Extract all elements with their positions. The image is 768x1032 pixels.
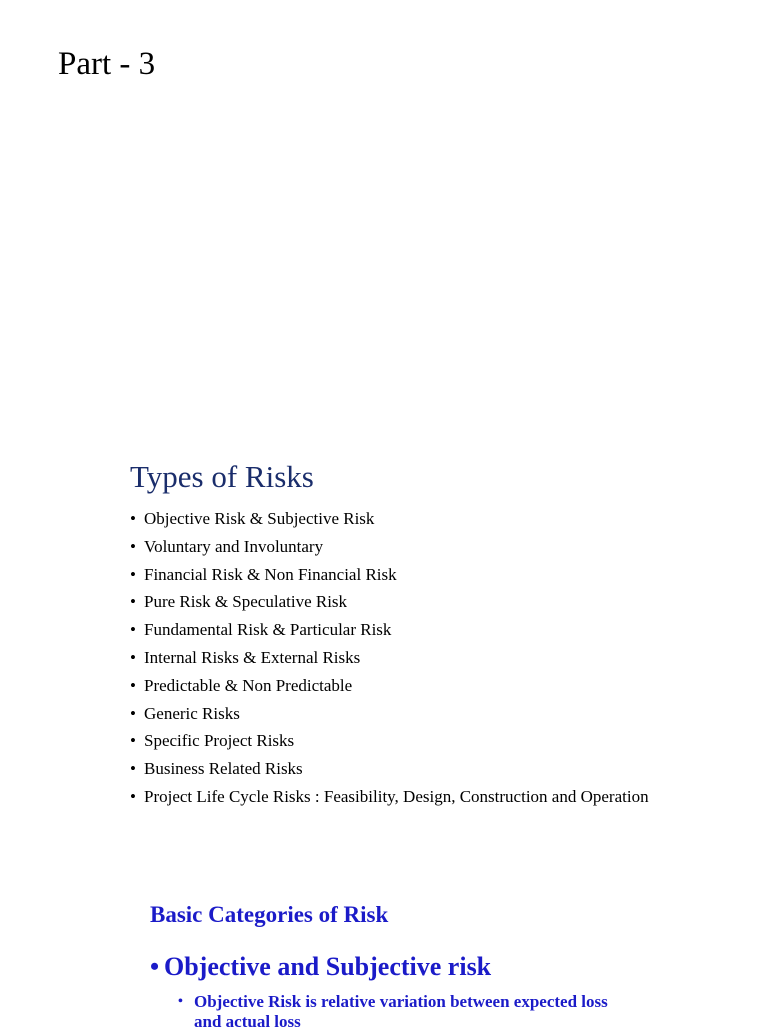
list-item: • Fundamental Risk & Particular Risk (130, 619, 654, 641)
list-item: • Pure Risk & Speculative Risk (130, 591, 654, 613)
list-item: • Business Related Risks (130, 758, 654, 780)
basic-categories-slide (150, 898, 710, 1032)
part-title: Part - 3 (58, 46, 156, 82)
slide-title: Basic Categories of Risk (150, 902, 389, 927)
subheading: • Objective and Subjective risk (150, 952, 710, 982)
list-item: • Generic Risks (130, 703, 654, 725)
list-item: • Predictable & Non Predictable (130, 675, 654, 697)
types-of-risks-slide (130, 456, 690, 814)
list-item: • Voluntary and Involuntary (130, 536, 654, 558)
list-item: • Specific Project Risks (130, 730, 654, 752)
sub-bullet: • Objective Risk is relative variation between expected loss and actual loss (178, 992, 634, 1032)
list-item: • Internal Risks & External Risks (130, 647, 654, 669)
slide-title: Types of Risks (130, 459, 314, 494)
risk-types-list (130, 508, 690, 808)
list-item: • Objective Risk & Subjective Risk (130, 508, 654, 530)
list-item: • Project Life Cycle Risks : Feasibility, Design, Construction and Operation (130, 786, 654, 808)
list-item: • Financial Risk & Non Financial Risk (130, 564, 654, 586)
